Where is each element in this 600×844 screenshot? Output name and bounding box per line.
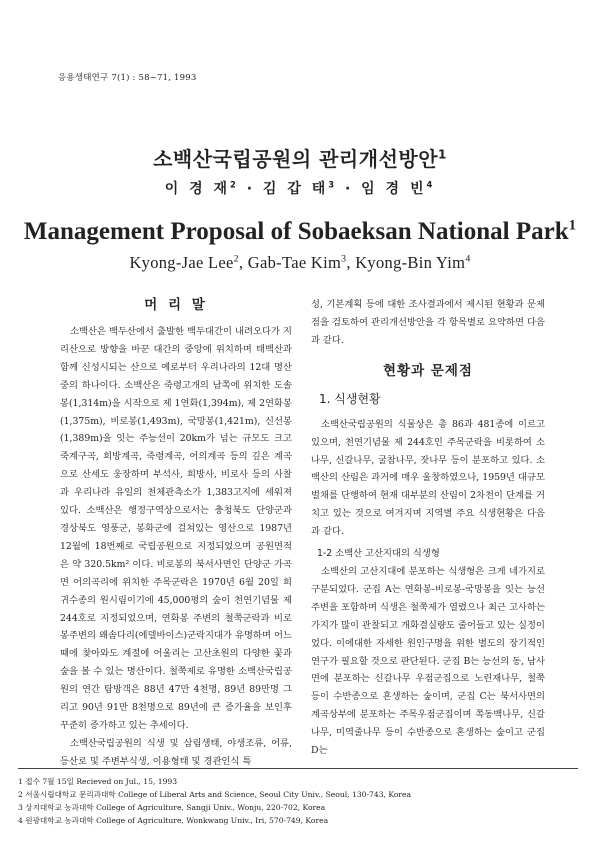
author-1-en-mark: 2 xyxy=(233,253,239,265)
english-title xyxy=(0,218,600,246)
author-separator: , xyxy=(346,253,356,272)
intro-paragraph-2: 소백산국립공원의 식생 및 삼림생태, 야생조류, 어류, 등산로 및 주변부식생, 이용형태 및 경관인식 특 xyxy=(60,737,292,767)
footnotes xyxy=(18,768,578,827)
author-2-ko-mark: 3 xyxy=(328,179,338,190)
author-3-ko: 임 경 빈 xyxy=(361,181,427,197)
author-2-en-mark: 3 xyxy=(341,253,347,265)
alpine-vegetation-paragraph: 소백산의 고산지대에 분포하는 식생형은 크게 네가지로 구분되었다. 군집 A는 연화봉-비로봉-국망봉을 잇는 능선주변을 포함하며 식생은 철쭉제가 열렸으나 최근 고사하는 가지가 많이 관찰되고 개화결실량도 줄어들고 있는 실정이었다. 이에대한 자세한 원인구명을 위한 별도의 장기적인 연구가 필요할 것으로 판단된다. 군집 B는 능선의 동, 남사면에 분포하는 신갈나무 우점군집으로 노린재나무, 철쭉 등이 수반종으로 혼생하는 숲이며, 군집 C는 북서사면의 계곡상부에 분포하는 주목우점군집이며 쪽동백나무, 신갈나무, 미역줄나무 등이 수반종으로 혼생하는 숲이고 군집 D는 xyxy=(311,565,545,757)
footnote-3: 3 상지대학교 농과대학 College of Agriculture, Sangji Univ., Wonju, 220-702, Korea xyxy=(18,803,326,812)
right-column xyxy=(311,296,545,760)
author-1-en: Kyong-Jae Lee xyxy=(129,253,234,272)
korean-title xyxy=(0,143,600,172)
vegetation-paragraph: 소백산국립공원의 식물상은 총 86과 481종에 이르고 있으며, 천연기념물 제 244호인 주목군락을 비롯하여 소나무, 신갈나무, 굴참나무, 잣나무 등이 분포하고 있다. 소백산의 산림은 과거에 매우 울창하였으나, 1959년 대규모벌채를 단행하여 현재 대부분의 산림이 2차천이 단계를 거치고 있는 것으로 여겨지며 지역별 주요 식생현황은 다음과 같다. xyxy=(311,418,545,538)
english-title-text: Management Proposal of Sobaeksan National Park xyxy=(23,218,569,245)
journal-citation: 응용생태연구 7(1) : 58~71, 1993 xyxy=(58,73,197,83)
author-separator: , xyxy=(238,253,248,272)
status-heading: 현황과 문제점 xyxy=(383,362,473,379)
author-1-ko-mark: 2 xyxy=(230,179,239,190)
footnote-4: 4 원광대학교 농과대학 College of Agriculture, Wonkwang Univ., Iri, 570-749, Korea xyxy=(18,816,329,825)
intro-paragraph-1: 소백산은 백두산에서 출발한 백두대간이 내려오다가 지리산으로 방향을 바꾼 대간의 중앙에 위치하며 태백산과 함께 신성시되는 산으로 예로부터 우리나라의 12대 명산 중의 하나이다. 소백산은 죽령고개의 남쪽에 위치한 도솔봉(1,314m)을 시작으로 제 1연화(1,394m), 제 2연화봉(1,375m), 비로봉(1,493m), 국망봉(1,421m), 신선봉(1,389m)을 잇는 주능선이 20km가 넘는 규모도 크고 죽계구곡, 희방계곡, 죽령계곡, 어의계곡 등의 깊은 계곡으로 산세도 웅장하며 부석사, 희방사, 비로사 등의 사찰과 우리나라 유일의 천체관측소가 1,383고지에 세워져 있다. 소백산은 행정구역상으로서는 충청북도 단양군과 경상북도 영풍군, 봉화군에 걸쳐있는 영산으로 1987년 12월에 18번째로 국립공원으로 지정되었으며 공원면적은 약 320.5km² 이다. 비로봉의 북서사면인 단양군 가곡면 어의곡리에 위치한 주목군락은 1970년 6월 20일 희귀수종의 원시림이기에 45,000평의 숲이 천연기념물 제 244호로 지정되었으며, 연화봉 주변의 철쭉군락과 비로봉주변의 왜솜다리(에델바이스)군락지대가 유명하며 어느 때에 찾아와도 계절에 어울리는 고산초원의 다양한 꽃과 숲을 볼 수 있는 명산이다. 철쭉제로 유명한 소백산국립공원의 연간 탐방객은 88년 47만 4천명, 89년 89만명 그리고 90년 91만 8천명으로 89년에 큰 증가율을 보인후 꾸준히 증가하고 있는 추세이다. xyxy=(60,326,292,731)
left-column xyxy=(60,296,292,771)
vegetation-subheading: 1. 식생현황 xyxy=(319,391,381,406)
author-3-en: Kyong-Bin Yim xyxy=(355,253,466,272)
korean-title-text: 소백산국립공원의 관리개선방안 xyxy=(153,147,439,171)
english-title-footnote-mark: 1 xyxy=(568,217,577,234)
alpine-vegetation-subheading: 1-2 소백산 고산지대의 식생형 xyxy=(317,548,440,560)
author-2-ko: 김 갑 태 xyxy=(262,181,329,197)
author-separator: · xyxy=(238,181,263,197)
korean-title-footnote-mark: 1 xyxy=(438,147,447,162)
footnote-1: 1 접수 7월 15일 Recieved on Jul., 15, 1993 xyxy=(18,777,178,786)
english-authors xyxy=(0,253,600,273)
author-1-ko: 이 경 재 xyxy=(164,181,231,197)
korean-authors xyxy=(0,178,600,198)
author-3-en-mark: 4 xyxy=(465,253,471,265)
intro-paragraph-2-continued: 성, 기본계획 등에 대한 조사결과에서 제시된 현황과 문제점을 검토하여 관리개선방안을 각 항목별로 요약하면 다음과 같다. xyxy=(311,299,545,346)
author-3-ko-mark: 4 xyxy=(426,179,436,190)
author-2-en: Gab-Tae Kim xyxy=(247,253,342,272)
author-separator: · xyxy=(337,181,362,197)
footnote-2: 2 서울시립대학교 문리과대학 College of Liberal Arts and Science, Seoul City Univ., Seoul, 130-743, Korea xyxy=(18,790,412,799)
intro-heading: 머 리 말 xyxy=(144,297,208,313)
